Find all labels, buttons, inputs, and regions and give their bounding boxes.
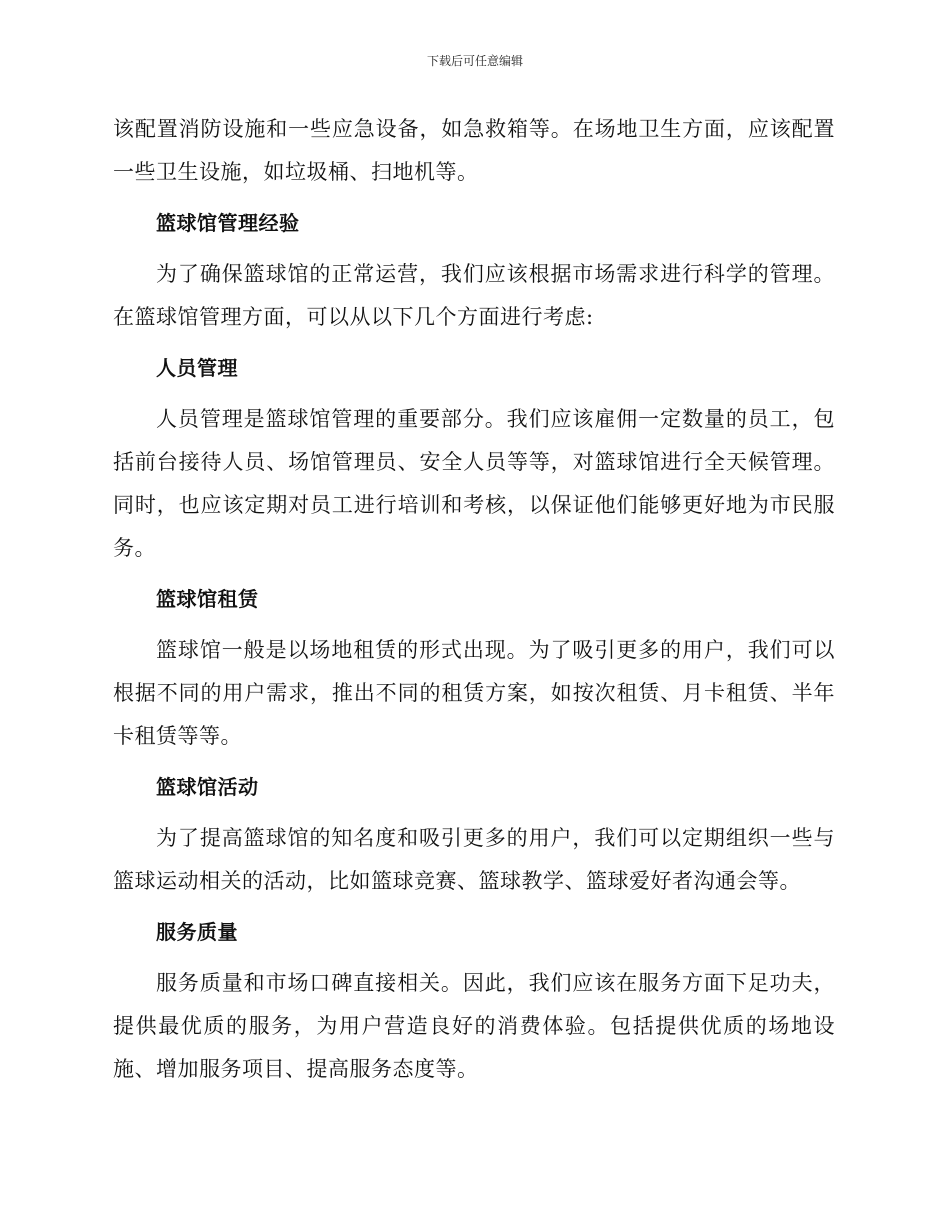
page-header-note: 下载后可任意编辑 [426, 54, 523, 68]
paragraph-management-intro: 为了确保篮球馆的正常运营，我们应该根据市场需求进行科学的管理。在篮球馆管理方面，可以从以下几个方面进行考虑: [113, 262, 835, 329]
paragraph-activities: 为了提高篮球馆的知名度和吸引更多的用户，我们可以定期组织一些与篮球运动相关的活动，比如篮球竞赛、篮球教学、篮球爱好者沟通会等。 [113, 826, 835, 893]
section-heading-service-quality: 服务质量 [156, 920, 238, 944]
section-heading-management-experience: 篮球馆管理经验 [156, 211, 300, 235]
section-heading-activities: 篮球馆活动 [156, 775, 259, 799]
section-heading-rental: 篮球馆租赁 [156, 587, 259, 611]
paragraph-staff-management: 人员管理是篮球馆管理的重要部分。我们应该雇佣一定数量的员工，包括前台接待人员、场馆管理员、安全人员等等，对篮球馆进行全天候管理。同时，也应该定期对员工进行培训和考核，以保证他们能够更好地为市民服务。 [113, 407, 835, 560]
paragraph-continued: 该配置消防设施和一些应急设备，如急救箱等。在场地卫生方面，应该配置一些卫生设施，如垃圾桶、扫地机等。 [113, 117, 835, 184]
paragraph-rental: 篮球馆一般是以场地租赁的形式出现。为了吸引更多的用户，我们可以根据不同的用户需求，推出不同的租赁方案，如按次租赁、月卡租赁、半年卡租赁等等。 [113, 638, 835, 748]
section-heading-staff-management: 人员管理 [156, 356, 238, 380]
document-body [113, 108, 835, 1099]
paragraph-service-quality: 服务质量和市场口碑直接相关。因此，我们应该在服务方面下足功夫，提供最优质的服务，为用户营造良好的消费体验。包括提供优质的场地设施、增加服务项目、提高服务态度等。 [113, 971, 835, 1081]
